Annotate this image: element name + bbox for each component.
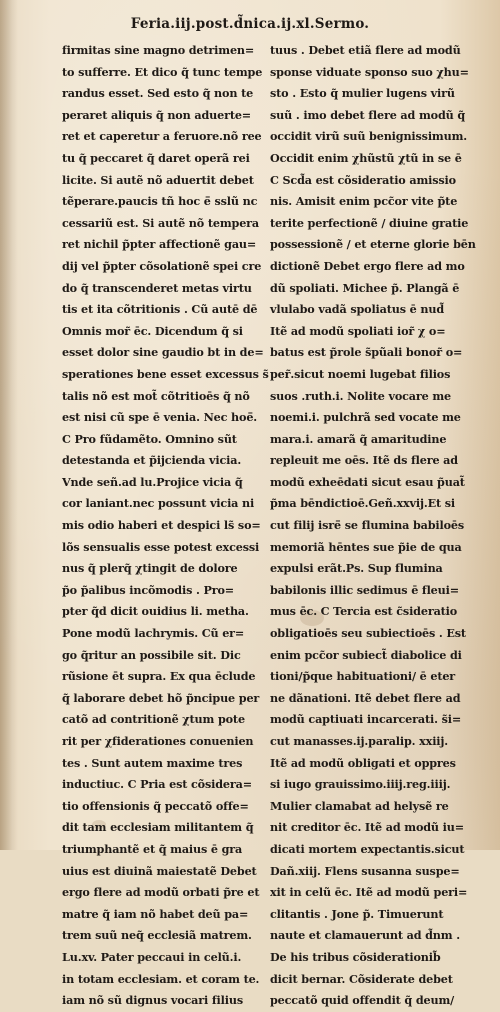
text-line: suũ . imo debet flere ad modũ q̃ <box>270 107 466 122</box>
text-line: randus esset. Sed esto q̃ non te <box>62 86 254 101</box>
text-line: Itẽ ad modũ obligati et oppres <box>270 755 456 770</box>
text-line: iam nõ sũ dignus vocari filius <box>62 993 243 1008</box>
text-line: do q̃ transcenderet metas virtu <box>62 280 252 295</box>
text-line: suos .ruth.i. Nolite vocare me <box>270 388 452 403</box>
text-line: Vnde señ.ad lu.Projice vicia q̃ <box>62 474 243 489</box>
text-line: Lu.xv. Pater peccaui in celũ.i. <box>62 949 242 964</box>
text-line: inductiuc. C Pria est cõsidera= <box>62 777 252 792</box>
text-line: C Scd̃a est cõsideratio amissio <box>270 172 456 187</box>
binding-shadow <box>0 0 18 850</box>
text-line: tioni/p̃que habituationi/ ē eter <box>270 669 456 684</box>
text-line: in totam ecclesiam. et coram te. <box>62 971 260 986</box>
text-line: mus ēc. C Tercia est c̃sideratio <box>270 604 458 619</box>
text-line: triumphantẽ et q̃ maius ē gra <box>62 841 243 856</box>
text-line: tis et ita cõtritionis . Cũ autē dē <box>62 302 258 317</box>
text-line: peraret aliquis q̃ non aduerte= <box>62 107 252 122</box>
text-line: licite. Si autẽ nõ aduertit debet <box>62 172 254 187</box>
text-line: mis odio haberi et despici ls̃ so= <box>62 518 261 533</box>
text-line: dũ spoliati. Michee p̃. Plangã ē <box>270 280 460 295</box>
text-line: p̃ma bēndictioē.Geñ.xxvij.Et si <box>270 496 456 511</box>
text-line: memoriã hēntes sue p̃ie de qua <box>270 539 462 554</box>
text-line: detestanda et p̃ijcienda vicia. <box>62 453 242 468</box>
text-line: nit creditor ēc. Itẽ ad modũ iu= <box>270 820 464 835</box>
text-column-right <box>270 40 480 1008</box>
text-line: Omnis mor̃ ēc. Dicendum q̃ si <box>62 323 243 338</box>
text-line: q̃ laborare debet hõ p̃ncipue per <box>62 690 260 705</box>
text-line: dij vel p̃pter cõsolationẽ spei cre <box>62 258 262 273</box>
text-line: dictionẽ Debet ergo flere ad mo <box>270 258 465 273</box>
text-line: cut filij isrē̄ se flumina babiloēs <box>270 518 465 533</box>
text-line: dicit bernar. Cõsiderate debet <box>270 971 453 986</box>
text-line: rũsione ēt supra. Ex qua ēclude <box>62 669 256 684</box>
text-line: pter q̃d dicit ouidius li. metha. <box>62 604 249 619</box>
text-line: sto . Esto q̃ mulier lugens virũ <box>270 86 455 101</box>
text-line: dicati mortem expectantis.sicut <box>270 841 465 856</box>
text-line: ret nichil p̃pter affectionẽ gau= <box>62 237 257 252</box>
text-line: rit per χfiderationes conuenien <box>62 734 254 748</box>
text-column-left <box>62 40 269 1008</box>
text-line: obligatioēs seu subiectioēs . Est <box>270 626 466 641</box>
text-line: Occidit enim χhũstũ χtũ in se ē <box>270 150 462 165</box>
text-line: ret et caperetur a feruore.nõ ree <box>62 129 262 144</box>
text-line: cessariũ est. Si autẽ nõ tempera <box>62 215 260 230</box>
text-line: Mulier clamabat ad helysẽ re <box>270 798 449 813</box>
text-line: De his tribus cõsiderationib̃ <box>270 949 441 964</box>
text-line: est nisi cũ spe ē venia. Nec hoē̄. <box>62 410 258 425</box>
text-line: possessionẽ / et eterne glorie bēn <box>270 237 476 252</box>
text-line: batus est p̃role s̃pũali bonor̃ o= <box>270 345 463 360</box>
text-line: tes . Sunt autem maxime tres <box>62 755 243 770</box>
text-line: mara.i. amarã q̃ amaritudine <box>270 431 447 446</box>
running-title: Feria.iij.post.d̃nica.ij.xl.Sermo. <box>130 16 370 32</box>
text-line: catõ ad contritionẽ χtum pote <box>62 712 245 727</box>
text-line: matre q̃ iam nõ habet deũ pa= <box>62 906 249 921</box>
text-line: expulsi erãt.Ps. Sup flumina <box>270 561 443 576</box>
text-line: tuus . Debet etiã flere ad modũ <box>270 43 461 57</box>
text-line: modũ captiuati incarcerati. s̃i= <box>270 712 462 727</box>
text-line: tio offensionis q̃ peccatõ offe= <box>62 798 249 813</box>
text-line: noemi.i. pulchrã sed vocate me <box>270 410 461 425</box>
text-line: lõs sensualis esse potest excessi <box>62 539 260 554</box>
text-line: go q̃ritur an possibile sit. Dic <box>62 647 241 662</box>
text-line: nis. Amisit enim pcc̃or vite p̃te <box>270 194 458 209</box>
text-line: cor laniant.nec possunt vicia ni <box>62 496 255 511</box>
text-line: Pone modũ lachrymis. Cũ er= <box>62 626 245 641</box>
text-line: esset dolor sine gaudio bt in de= <box>62 345 264 360</box>
text-line: Dañ.xiij. Flens susanna suspe= <box>270 863 460 878</box>
text-line: uius est diuinã maiestatẽ Debet <box>62 863 257 878</box>
text-line: sponse viduate sponso suo χhu= <box>270 64 469 79</box>
text-line: ne dãnationi. Itẽ debet flere ad <box>270 690 461 705</box>
text-line: nus q̃ plerq̃ χtingit de dolore <box>62 561 238 576</box>
text-line: modũ exheēdati sicut esau p̃uat̃ <box>270 474 465 489</box>
text-line: to sufferre. Et dico q̃ tunc tempe <box>62 64 263 79</box>
text-line: cut manasses.ij.paralip. xxiij. <box>270 734 449 748</box>
text-line: occidit virũ suũ benignissimum. <box>270 129 468 144</box>
text-line: C Pro fũdamẽto. Omnino sũt <box>62 431 237 446</box>
text-line: trem suũ neq̃ ecclesiã matrem. <box>62 928 252 943</box>
text-line: terite perfectionẽ / diuine gratie <box>270 215 469 230</box>
text-line: naute et clamauerunt ad d̃nm . <box>270 928 460 943</box>
text-line: talis nõ est mot̃ cõtritioēs q̃ nõ <box>62 388 250 403</box>
text-line: Itẽ ad modũ spoliati ior̃ χ o= <box>270 323 446 338</box>
text-line: vlulabo vadã spoliatus ē nud̃ <box>270 302 445 317</box>
text-line: repleuit me oēs. Itẽ ds flere ad <box>270 453 458 468</box>
text-line: enim pcc̃or subiect̃ diabolice di <box>270 647 462 662</box>
text-line: peccatõ quid offendit q̃ deum/ <box>270 993 455 1008</box>
text-line: dit tam ecclesiam militantem q̃ <box>62 820 254 835</box>
text-line: clitantis . Jone p̃. Timuerunt <box>270 906 444 921</box>
text-line: xit in celũ ēc. Itẽ ad modũ peri= <box>270 885 468 900</box>
text-line: firmitas sine magno detrimen= <box>62 43 255 57</box>
text-line: si iugo grauissimo.iiij.reg.iiij. <box>270 777 451 792</box>
text-line: tu q̃ peccaret q̃ daret operã rei <box>62 150 250 165</box>
text-line: sperationes bene esset excessus s̃ <box>62 366 269 381</box>
text-line: p̃o p̃alibus incõmodis . Pro= <box>62 582 235 597</box>
text-line: ergo flere ad modũ orbati p̃re et <box>62 885 260 900</box>
text-line: per̃.sicut noemi lugebat filios <box>270 366 451 381</box>
text-line: tẽperare.paucis tñ hoc ē̄ sslũ nc <box>62 194 258 209</box>
text-line: babilonis illic sedimus ē fleui= <box>270 582 459 597</box>
